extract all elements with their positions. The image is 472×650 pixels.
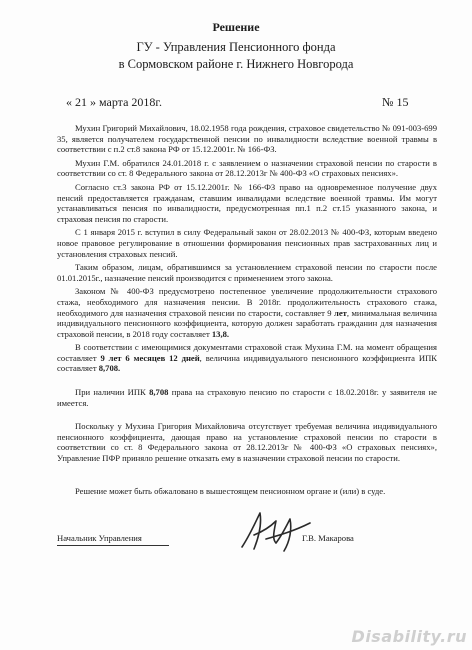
handwritten-signature: [236, 505, 316, 555]
appeal-notice: Решение может быть обжаловано в вышестоящем пенсионном органе и (или) в суде.: [75, 486, 386, 496]
paragraph-requirements: Законом № 400-ФЗ предусмотрено постепенное увеличение продолжительности страхового стажа, необходимого для назначения пенсии. В 2018г. продолжительность страхового стажа, необходимого для назначения страховой пенсии по старости, составляет 9 лет, минимальная величина индивидуального пенсионного коэффициента, которую должен заработать гражданин для назначения страховой пенсии, в 2018 году составляет 13,8.: [57, 286, 437, 339]
paragraph-law-166: Согласно ст.3 закона РФ от 15.12.2001г. № 166-ФЗ право на одновременное получение двух пенсий предоставляется гражданам, ставшим инвалидами вследствие военной травмы. Им могут устанавливаться пенсия по инвалидности, предусмотренная пп.1 п.2 ст.15 указанного закона, и страховая пенсия по старости.: [57, 181, 437, 224]
decision-number: № 15: [382, 95, 409, 109]
paragraph-application: Мухин Г.М. обратился 24.01.2018 г. с заявлением о назначении страховой пенсии по старости в соответствии со ст. 8 Федерального закона от 28.12.2013г № 400-ФЗ «О страховых пенсиях».: [57, 157, 437, 179]
paragraph-decision: Поскольку у Мухина Григория Михайловича отсутствует требуемая величина индивидуального пенсионного коэффициента, дающая право на установление страховой пенсии по старости в соответствии со ст. 8 Федерального закона от 28.12.2013г № 400-ФЗ «О страховых пенсиях», Управление ПФР приняло решение отказать ему в назначении страховой пенсии по старости.: [57, 421, 437, 464]
document-title: Решение: [212, 20, 260, 34]
site-watermark: Disability.ru: [351, 627, 467, 646]
paragraph-law-400: С 1 января 2015 г. вступил в силу Федеральный закон от 28.02.2013 № 400-ФЗ, которым введено новое правовое регулирование в отношении формирования пенсионных прав застрахованных лиц и установления страховых пенсий.: [57, 227, 437, 259]
decision-date: « 21 » марта 2018г.: [66, 95, 162, 109]
paragraph-no-right: При наличии ИПК 8,708 права на страховую пенсию по старости с 18.02.2018г. у заявителя не имеется.: [57, 387, 437, 408]
signature-line: [57, 545, 169, 546]
organization-line-1: ГУ - Управления Пенсионного фонда: [136, 40, 336, 54]
signer-position: Начальник Управления: [57, 533, 142, 543]
organization-line-2: в Сормовском районе г. Нижнего Новгорода: [118, 57, 354, 71]
document-body: [57, 123, 437, 467]
paragraph-conclusion-law: Таким образом, лицам, обратившимся за установлением страховой пенсии по старости после 01.01.2015г., назначение пенсий производится с применением этого закона.: [57, 262, 437, 283]
signer-name: Г.В. Макарова: [302, 533, 354, 543]
paragraph-applicant-stats: В соответствии с имеющимися документами страховой стаж Мухина Г.М. на момент обращения составляет 9 лет 6 месяцев 12 дней, величина индивидуального пенсионного коэффициента ИПК составляет 8,708.: [57, 342, 438, 374]
paragraph-pensioner-info: Мухин Григорий Михайлович, 18.02.1958 года рождения, страховое свидетельство № 091-003-699 35, является получателем государственной пенсии по инвалидности вследствие военной травмы в соответствии с п.2 ст.8 закона РФ от 15.12.2001г. № 166-ФЗ.: [57, 123, 437, 155]
